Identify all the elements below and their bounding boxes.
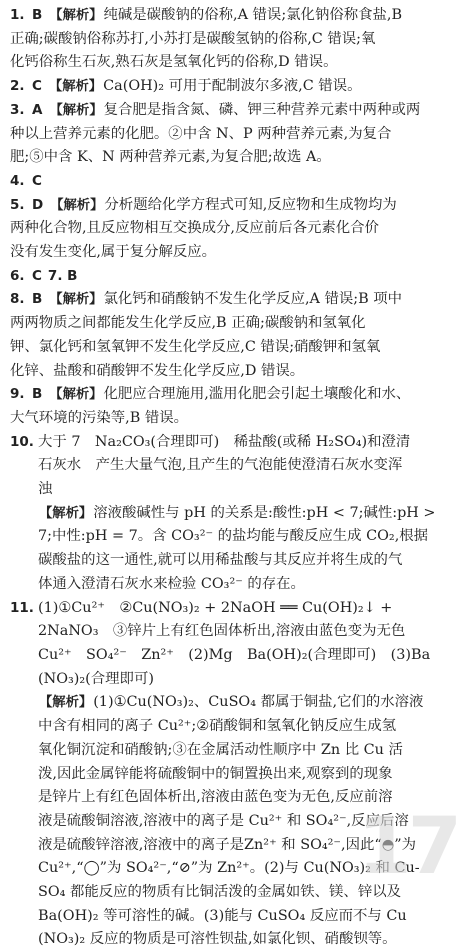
answer-item-2 (10, 75, 456, 99)
analysis-line: Cu²⁺,“◯”为 SO₄²⁻,“⊘”为 Zn²⁺。(2)与 Cu(NO₃)₂ 和 Cu- (38, 860, 420, 877)
item-answer: C (32, 267, 42, 284)
analysis-line: 复合肥是指含氮、磷、钾三种营养元素中两种或两 (103, 101, 421, 118)
analysis-tag: 【解析】 (49, 292, 103, 308)
answer-line: (1)①Cu²⁺ ②Cu(NO₃)₂ + 2NaOH ══ Cu(OH)₂↓ + (38, 599, 393, 616)
analysis-line: 种以上营养元素的化肥。②中含 N、P 两种营养元素,为复合 (10, 125, 392, 142)
analysis-line: SO₄ 都能反应的物质有比铜活泼的金属如铁、镁、锌以及 (38, 884, 401, 901)
item-answer: B (32, 291, 43, 308)
analysis-line: 化钙俗称生石灰,熟石灰是氢氧化钙的俗称,D 错误。 (10, 54, 338, 71)
answer-line: 石灰水 产生大量气泡,且产生的气泡能使澄清石灰水变浑 (38, 457, 403, 474)
answer-item-10 (10, 431, 456, 597)
analysis-line: 碳酸盐的这一通性,就可以用稀盐酸与其反应并将生成的气 (38, 552, 403, 569)
item-number: 10. (10, 433, 34, 450)
analysis-line: 钾、氯化钙和氢氧钾不发生化学反应,C 错误;硝酸钾和氢氧 (10, 338, 381, 355)
item-answer: A (32, 101, 43, 118)
analysis-line: 中含有相同的离子 Cu²⁺;②硝酸铜和氢氧化钠反应生成氢 (38, 718, 397, 735)
item-number: 3. (10, 101, 25, 118)
item-number: 1. (10, 7, 25, 23)
analysis-line: 体通入澄清石灰水来检验 CO₃²⁻ 的存在。 (38, 575, 305, 592)
analysis-tag: 【解析】 (49, 387, 103, 403)
analysis-line: 两两物质之间都能发生化学反应,B 正确;碳酸钠和氢氧化 (10, 315, 366, 332)
analysis-line: 7;中性:pH = 7。含 CO₃²⁻ 的盐均能与酸反应生成 CO₂,根据 (38, 528, 429, 545)
item-number: 2. (10, 78, 25, 95)
item-number: 4. (10, 172, 25, 189)
item-number: 6. (10, 267, 25, 284)
answer-item-9 (10, 383, 456, 430)
analysis-line: 液是硫酸锌溶液,溶液中的离子是Zn²⁺ 和 SO₄²⁻,因此“◓”为 (38, 836, 417, 853)
answer-line: (NO₃)₂(合理即可) (38, 670, 154, 687)
analysis-line: 大气环境的污染等,B 错误。 (10, 409, 189, 426)
item-answer: C (32, 172, 42, 189)
answer-item-11 (10, 597, 456, 952)
answer-item-4 (10, 170, 456, 194)
analysis-line: 纯碱是碳酸钠的俗称,A 错误;氯化钠俗称食盐,B (103, 7, 403, 23)
analysis-tag: 【解析】 (48, 79, 103, 95)
item-number: 5. (10, 196, 25, 213)
analysis-line: 肥;⑤中含 K、N 两种营养元素,为复合肥;故选 A。 (10, 149, 331, 166)
item-answer: D (32, 196, 44, 213)
answer-item-5 (10, 194, 456, 265)
analysis-line: 化肥应合理施用,滥用化肥会引起土壤酸化和水、 (103, 386, 411, 403)
analysis-line: 两种化合物,且反应物相互交换成分,反应前后各元素化合价 (10, 220, 379, 237)
analysis-line: 氧化铜沉淀和硝酸钠;③在金属活动性顺序中 Zn 比 Cu 活 (38, 741, 403, 758)
item-number: 9. (10, 386, 25, 403)
analysis-tag: 【解析】 (50, 197, 104, 213)
analysis-line: Ca(OH)₂ 可用于配制波尔多液,C 错误。 (103, 78, 362, 95)
item-answer-7: 7. B (47, 267, 78, 284)
analysis-line: Ba(OH)₂ 等可溶性的碱。(3)能与 CuSO₄ 反应而不与 Cu (38, 907, 407, 924)
analysis-line: (1)①Cu(NO₃)₂、CuSO₄ 都属于铜盐,它们的水溶液 (93, 694, 424, 711)
analysis-line: 化锌、盐酸和硝酸钾不发生化学反应,D 错误。 (10, 362, 305, 379)
analysis-tag: 【解析】 (39, 695, 93, 711)
analysis-line: 溶液酸碱性与 pH 的关系是:酸性:pH < 7;碱性:pH > (93, 504, 436, 521)
analysis-line: 泼,因此金属锌能将硫酸铜中的铜置换出来,观察到的现象 (38, 765, 393, 782)
item-number: 11. (10, 599, 34, 616)
analysis-line: 正确;碳酸钠俗称苏打,小苏打是碳酸氢钠的俗称,C 错误;氧 (10, 30, 376, 47)
answer-line: 2NaNO₃ ③锌片上有红色固体析出,溶液由蓝色变为无色 (38, 623, 406, 640)
answer-item-8 (10, 288, 456, 383)
item-answer: C (32, 78, 42, 95)
item-number: 8. (10, 291, 25, 308)
analysis-line: (NO₃)₂ 反应的物质是可溶性钡盐,如氯化钡、硝酸钡等。 (38, 931, 397, 948)
item-answer: B (32, 386, 43, 403)
page-number: 17 (357, 802, 458, 892)
analysis-tag: 【解析】 (49, 8, 103, 23)
answer-item-3 (10, 99, 456, 170)
analysis-line: 液是硫酸铜溶液,溶液中的离子是 Cu²⁺ 和 SO₄²⁻,反应后溶 (38, 812, 409, 829)
answer-line: 大于 7 Na₂CO₃(合理即可) 稀盐酸(或稀 H₂SO₄)和澄清 (38, 433, 411, 450)
analysis-tag: 【解析】 (39, 505, 93, 521)
answer-item-6-7 (10, 265, 456, 289)
answer-line: 浊 (38, 481, 53, 498)
analysis-line: 没有发生变化,属于复分解反应。 (10, 244, 217, 261)
analysis-line: 分析题给化学方程式可知,反应物和生成物均为 (104, 196, 397, 213)
analysis-tag: 【解析】 (49, 102, 103, 118)
analysis-line: 是锌片上有红色固体析出,溶液由蓝色变为无色,反应前溶 (38, 789, 393, 806)
answer-item-1 (10, 4, 456, 75)
item-answer: B (32, 7, 43, 23)
answer-line: Cu²⁺ SO₄²⁻ Zn²⁺ (2)Mg Ba(OH)₂(合理即可) (3)Ba (38, 646, 431, 663)
analysis-line: 氯化钙和硝酸钠不发生化学反应,A 错误;B 项中 (103, 291, 403, 308)
